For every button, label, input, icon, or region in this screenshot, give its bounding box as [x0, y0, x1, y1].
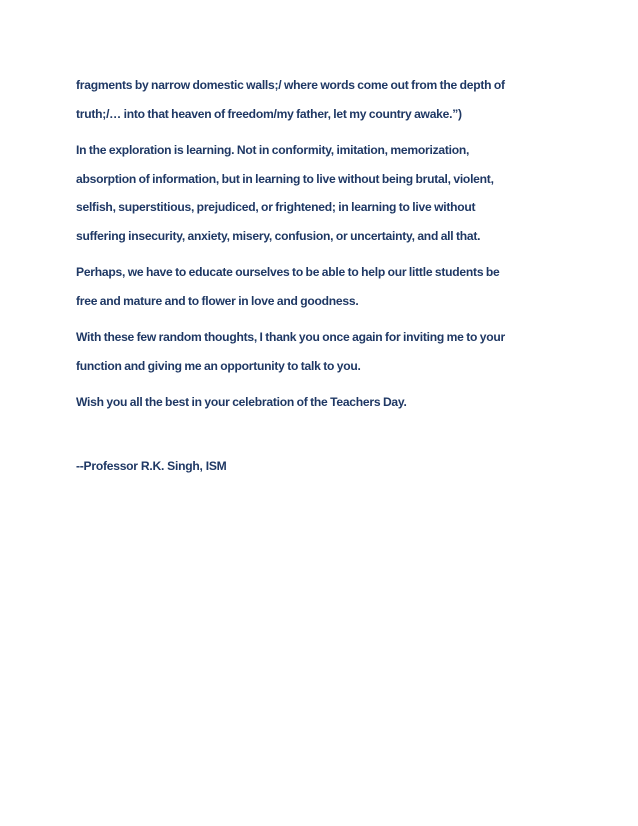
text-line: function and giving me an opportunity to talk to you.	[76, 358, 361, 373]
paragraph	[76, 388, 576, 417]
signature: --Professor R.K. Singh, ISM	[76, 459, 227, 473]
text-line: truth;/… into that heaven of freedom/my father, let my country awake.”)	[76, 106, 462, 121]
text-line: suffering insecurity, anxiety, misery, confusion, or uncertainty, and all that.	[76, 228, 481, 243]
paragraph	[76, 323, 576, 380]
paragraph	[76, 258, 576, 315]
text-line: free and mature and to flower in love and goodness.	[76, 293, 359, 308]
paragraph	[76, 71, 576, 128]
text-line: Wish you all the best in your celebration of the Teachers Day.	[76, 395, 407, 409]
paragraph	[76, 136, 576, 250]
text-line: absorption of information, but in learning to live without being brutal, violent,	[76, 171, 494, 186]
text-line: Perhaps, we have to educate ourselves to be able to help our little students be	[76, 265, 500, 279]
text-line: fragments by narrow domestic walls;/ where words come out from the depth of	[76, 78, 505, 92]
letter-body	[76, 71, 576, 425]
text-line: With these few random thoughts, I thank you once again for inviting me to your	[76, 330, 505, 344]
text-line: selfish, superstitious, prejudiced, or frightened; in learning to live without	[76, 200, 476, 214]
text-line: In the exploration is learning. Not in conformity, imitation, memorization,	[76, 143, 470, 157]
